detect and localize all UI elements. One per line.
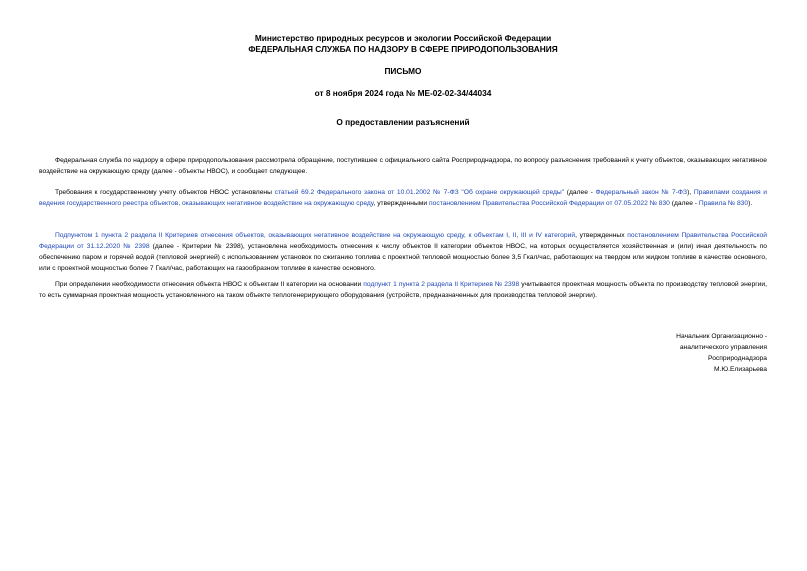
link-federal-law-7fz[interactable]: Федеральный закон № 7-ФЗ — [595, 189, 688, 196]
paragraph-2-text-4: , утвержденными — [373, 200, 430, 207]
link-decree-830[interactable]: постановлением Правительства Российской Федерации от 07.05.2022 № 830 — [429, 200, 670, 207]
paragraph-2-text-3: ), — [687, 189, 694, 196]
paragraph-2-text-1: Требования к государственному учету объектов НВОС установлены — [55, 189, 275, 196]
document-page — [39, 0, 767, 571]
document-type: ПИСЬМО — [384, 66, 422, 76]
signature-organization: Росприроднадзора — [708, 355, 767, 362]
signature-name: М.Ю.Елизарьева — [713, 366, 767, 373]
paragraph-2-text-2: (далее - — [564, 189, 596, 196]
paragraph-1-text: Федеральная служба по надзору в сфере природопользования рассмотрела обращение, поступившее с официального сайта Росприроднадзора, по вопросу разъяснения требований к учету объектов, оказывающих негативное воздействие на окружающую среду (далее - объекты НВОС), и сообщает следующее. — [39, 157, 767, 175]
service-title: ФЕДЕРАЛЬНАЯ СЛУЖБА ПО НАДЗОРУ В СФЕРЕ ПРИРОДОПОЛЬЗОВАНИЯ — [248, 44, 558, 54]
document-date-number: от 8 ноября 2024 года № МЕ-02-02-34/44034 — [314, 88, 492, 98]
paragraph-2-text-5: (далее - — [669, 200, 699, 207]
paragraph-1 — [39, 155, 767, 177]
link-criteria-subpoint[interactable]: Подпунктом 1 пункта 2 раздела II Критериев отнесения объектов, оказывающих негативное воздействие на окружающую среду, к объектам I, II, III и IV категорий — [55, 232, 576, 239]
signature-position-line-1: Начальник Организационно - — [676, 333, 767, 340]
paragraph-4 — [39, 279, 767, 301]
paragraph-3-text-2: (далее - Критерии № 2398), установлена необходимость отнесения к числу объектов II категории объектов НВОС, на которых осуществляется хозяйственная и (или) иная деятельность по обеспечению паром и горячей водой (тепловой энергией) с использованием установок по сжиганию топлива с проектной тепловой мощностью более 3,5 Гкал/час, работающих на твердом или жидком топливе в качестве основного, или с проектной мощностью более 7 Гкал/час, работающих на газообразном топливе в качестве основного. — [39, 243, 768, 272]
ministry-title: Министерство природных ресурсов и экологии Российской Федерации — [254, 33, 552, 43]
document-subject: О предоставлении разъяснений — [336, 117, 470, 127]
paragraph-3-text-1: , утвержденных — [575, 232, 628, 239]
link-registry-rules[interactable]: Правилами создания и ведения государственного реестра объектов, оказывающих негативное воздействие на окружающую среду — [39, 189, 768, 207]
link-criteria-2398[interactable]: подпункт 1 пункта 2 раздела II Критериев № 2398 — [363, 281, 520, 288]
paragraph-4-text-2: учитывается проектная мощность объекта по производству тепловой энергии, то есть суммарная проектная мощность установленного на таком объекте теплогенерирующего оборудования (устройств, предназначенных для производства тепловой энергии). — [39, 281, 767, 299]
paragraph-2 — [39, 187, 767, 209]
signature-block — [567, 331, 767, 375]
paragraph-2-text-6: ). — [748, 200, 753, 207]
link-decree-2398[interactable]: постановлением Правительства Российской Федерации от 31.12.2020 № 2398 — [39, 232, 767, 250]
paragraph-4-text-1: При определении необходимости отнесения объекта НВОС к объектам II категории на основании — [55, 281, 364, 288]
signature-position-line-2: аналитического управления — [679, 344, 767, 351]
link-rules-830[interactable]: Правила № 830 — [698, 200, 749, 207]
paragraph-3 — [39, 230, 767, 274]
link-article-69-2[interactable]: статьей 69.2 Федерального закона от 10.01.2002 № 7-ФЗ "Об охране окружающей среды" — [274, 189, 565, 196]
